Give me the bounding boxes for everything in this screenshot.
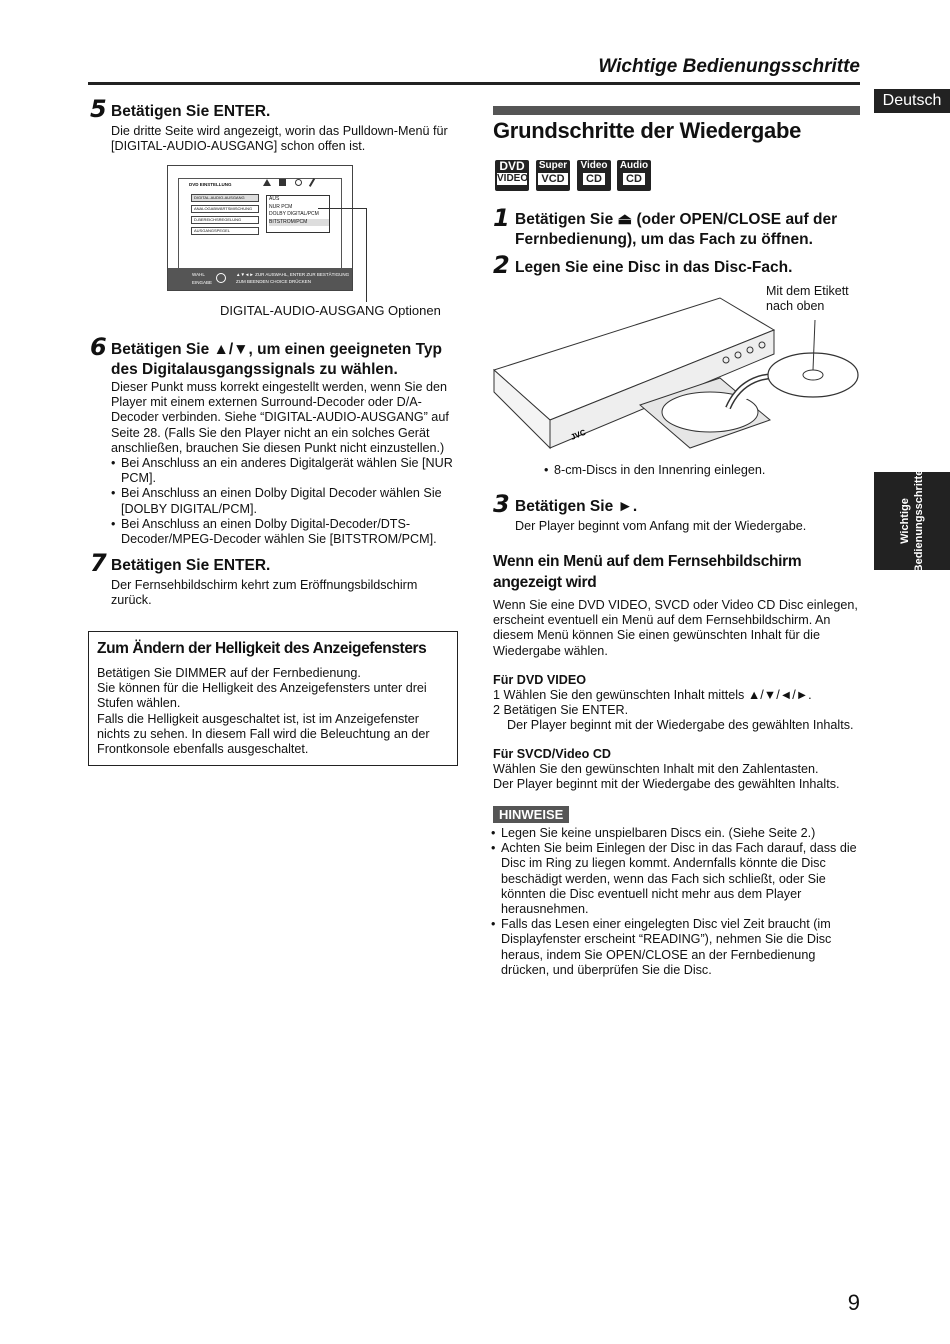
help-text-2: ZUM BEENDEN CHOICE DRÜCKEN xyxy=(236,279,312,284)
disc-note xyxy=(544,463,864,478)
step-3-number: 3 xyxy=(493,490,510,518)
list-item: • Achten Sie beim Einlegen der Disc in das Fach darauf, dass die Disc im Ring zu liegen kommt. Andernfalls könnte die Disc beschädigt werden, wenn das Fach sich schließt, oder Sie könnten die Disc eventuell nicht mehr aus dem Player herausnehmen. xyxy=(491,841,859,917)
list-item: • Bei Anschluss an einen Dolby Digital Decoder wählen Sie [DOLBY DIGITAL/PCM]. xyxy=(111,486,456,516)
step-5-heading: Betätigen Sie ENTER. xyxy=(111,103,271,120)
svcd-body: Wählen Sie den gewünschten Inhalt mit den Zahlentasten. Der Player beginnt mit der Wiedergabe des gewählten Inhalts. xyxy=(493,762,840,792)
menu-section-title: Wenn ein Menü auf dem Fernsehbildschirm angezeigt wird xyxy=(493,553,802,591)
screen-help-bar xyxy=(168,268,352,290)
step-7-number: 7 xyxy=(90,549,107,577)
brightness-box-body: Betätigen Sie DIMMER auf der Fernbedienung. Sie können für die Helligkeit des Anzeigefensters unter drei Stufen wählen. Falls die Helligkeit ausgeschaltet ist, ist im Anzeigefenster nichts zu sehen. In diesem Fall wird die Beleuchtung an der Frontkonsole ebenfalls ausgeschaltet. xyxy=(97,666,430,757)
brightness-box-title: Zum Ändern der Helligkeit des Anzeigefensters xyxy=(97,640,427,657)
page-number: 9 xyxy=(847,1290,860,1315)
badge-top: Super xyxy=(538,160,568,171)
brightness-info-box xyxy=(88,631,458,766)
super-vcd-badge xyxy=(536,160,570,191)
list-item: • Bei Anschluss an einen Dolby Digital-Decoder/DTS-Decoder/MPEG-Decoder wählen Sie [BITSTROM/PCM]. xyxy=(111,517,456,547)
list-item: • Legen Sie keine unspielbaren Discs ein. (Siehe Seite 2.) xyxy=(491,826,859,841)
help-enter-label: EINGABE xyxy=(192,280,213,285)
side-tab-line1: Wichtige xyxy=(899,498,911,544)
step-3-heading: Betätigen Sie ►. xyxy=(515,498,638,515)
badge-top: Audio xyxy=(619,160,649,171)
step-1-heading: Betätigen Sie ⏏ (oder OPEN/CLOSE auf der Fernbedienung), um das Fach zu öffnen. xyxy=(515,211,838,248)
dvd-video-steps xyxy=(493,688,863,734)
side-section-tab xyxy=(874,469,950,573)
label-up-note xyxy=(766,284,849,314)
notes-list xyxy=(491,826,859,978)
dvd-video-subhead: Für DVD VIDEO xyxy=(493,673,587,687)
menu-item-analog-downmix[interactable]: ANALOGABWÄRTSMISCHUNG xyxy=(191,205,259,213)
language-tab: Deutsch xyxy=(874,89,950,113)
step-1-number: 1 xyxy=(493,204,510,232)
disc-hub xyxy=(803,370,823,380)
section-bar xyxy=(493,106,860,115)
picture-tab-icon xyxy=(295,179,302,186)
step-5-body: Die dritte Seite wird angezeigt, worin das Pulldown-Menü für [DIGITAL-AUDIO-AUSGANG] schon offen ist. xyxy=(111,124,448,154)
svcd-subhead: Für SVCD/Video CD xyxy=(493,747,612,761)
badge-top: Video xyxy=(580,160,608,171)
section-title: Grundschritte der Wiedergabe xyxy=(493,118,802,143)
step-6-heading: Betätigen Sie ▲/▼, um einen geeigneten Typ des Digitalausgangssignals zu wählen. xyxy=(111,341,442,378)
help-text-1: ▲▼◄► ZUR AUSWAHL, ENTER ZUR BESTÄTIGUNG xyxy=(236,272,350,277)
list-item: 1 Wählen Sie den gewünschten Inhalt mittels ▲/▼/◄/►. xyxy=(493,688,812,702)
badge-top: DVD xyxy=(499,159,525,173)
setup-menu-frame xyxy=(178,178,342,272)
label-up-line1: Mit dem Etikett xyxy=(766,284,849,298)
dropdown-option[interactable]: AUS xyxy=(269,196,280,202)
list-item: • Bei Anschluss an ein anderes Digitalgerät wählen Sie [NUR PCM]. xyxy=(111,456,456,486)
list-item: Der Player beginnt mit der Wiedergabe des gewählten Inhalts. xyxy=(507,718,854,733)
side-tab-line2: Bedienungsschritte xyxy=(913,469,925,573)
step-2-number: 2 xyxy=(493,251,510,279)
label-up-line2: nach oben xyxy=(766,299,825,313)
dropdown-option[interactable]: BITSTROM/PCM xyxy=(269,219,329,227)
other-tab-icon xyxy=(309,178,315,187)
language-tab-icon xyxy=(279,179,286,186)
step-2-heading: Legen Sie eine Disc in das Disc-Fach. xyxy=(515,259,793,276)
digital-audio-dropdown[interactable] xyxy=(266,195,330,233)
running-header: Wichtige Bedienungsschritte xyxy=(598,56,860,77)
badge-bottom: VIDEO xyxy=(497,173,529,184)
setup-tab-icons xyxy=(263,177,323,187)
step-3-body: Der Player beginnt vom Anfang mit der Wiedergabe. xyxy=(515,519,807,533)
header-rule xyxy=(88,82,860,85)
dvd-video-badge xyxy=(495,160,529,191)
menu-item-digital-audio[interactable]: DIGITAL-AUDIO-AUSGANG xyxy=(191,194,259,202)
menu-item-d-range[interactable]: D-BEREICHSREGELUNG xyxy=(191,216,259,224)
brand-logo: JVC xyxy=(569,427,588,442)
badge-bottom: CD xyxy=(623,173,645,185)
step-6-description: Dieser Punkt muss korrekt eingestellt werden, wenn Sie den Player mit einem externen Surround-Decoder oder D/A-Decoder verbinden. Siehe “DIGITAL-AUDIO-AUSGANG” auf Seite 28. (Falls Sie den Player nicht an ein solches Gerät anschließen, brauchen Sie diesen Punkt nicht einzustellen.) xyxy=(111,380,449,455)
callout-line-vertical xyxy=(366,208,367,302)
screen-caption: DIGITAL-AUDIO-AUSGANG Optionen xyxy=(220,303,441,318)
callout-line-horizontal xyxy=(318,208,367,209)
notes-label: HINWEISE xyxy=(493,806,569,823)
dropdown-option[interactable]: NUR PCM xyxy=(269,203,293,210)
help-select-label: WAHL xyxy=(192,272,205,277)
setup-screen-illustration xyxy=(167,165,353,291)
step-7-heading: Betätigen Sie ENTER. xyxy=(111,557,271,574)
list-item: • 8-cm-Discs in den Innenring einlegen. xyxy=(544,463,864,478)
step-6-number: 6 xyxy=(90,333,107,361)
step-5-number: 5 xyxy=(90,95,107,123)
video-cd-badge xyxy=(577,160,611,191)
list-item: • Falls das Lesen einer eingelegten Disc viel Zeit braucht (im Displayfenster erscheint “READING”), nehmen Sie die Disc heraus, indem Sie OPEN/CLOSE an der Fernbedienung drücken, und überprüfen Sie die Disc. xyxy=(491,917,859,978)
list-item: 2 Betätigen Sie ENTER. xyxy=(493,703,629,718)
setup-screen-title: DVD EINSTELLUNG xyxy=(189,182,232,187)
cursor-keys-icon xyxy=(216,273,226,283)
menu-section-body: Wenn Sie eine DVD VIDEO, SVCD oder Video CD Disc einlegen, erscheint eventuell ein Menü auf dem Fernsehbildschirm. An diesem Menü können Sie einen gewünschten Inhalt für die Wiedergabe wählen. xyxy=(493,598,858,658)
audio-tab-icon xyxy=(263,179,271,186)
menu-item-output-level[interactable]: AUSGANGSPEGEL xyxy=(191,227,259,235)
dropdown-option[interactable]: DOLBY DIGITAL/PCM xyxy=(269,211,319,217)
step-7-body: Der Fernsehbildschirm kehrt zum Eröffnungsbildschirm zurück. xyxy=(111,578,418,608)
step-6-body xyxy=(111,380,456,547)
badge-bottom: CD xyxy=(583,173,605,185)
audio-cd-badge xyxy=(617,160,651,191)
badge-bottom: VCD xyxy=(538,173,568,185)
